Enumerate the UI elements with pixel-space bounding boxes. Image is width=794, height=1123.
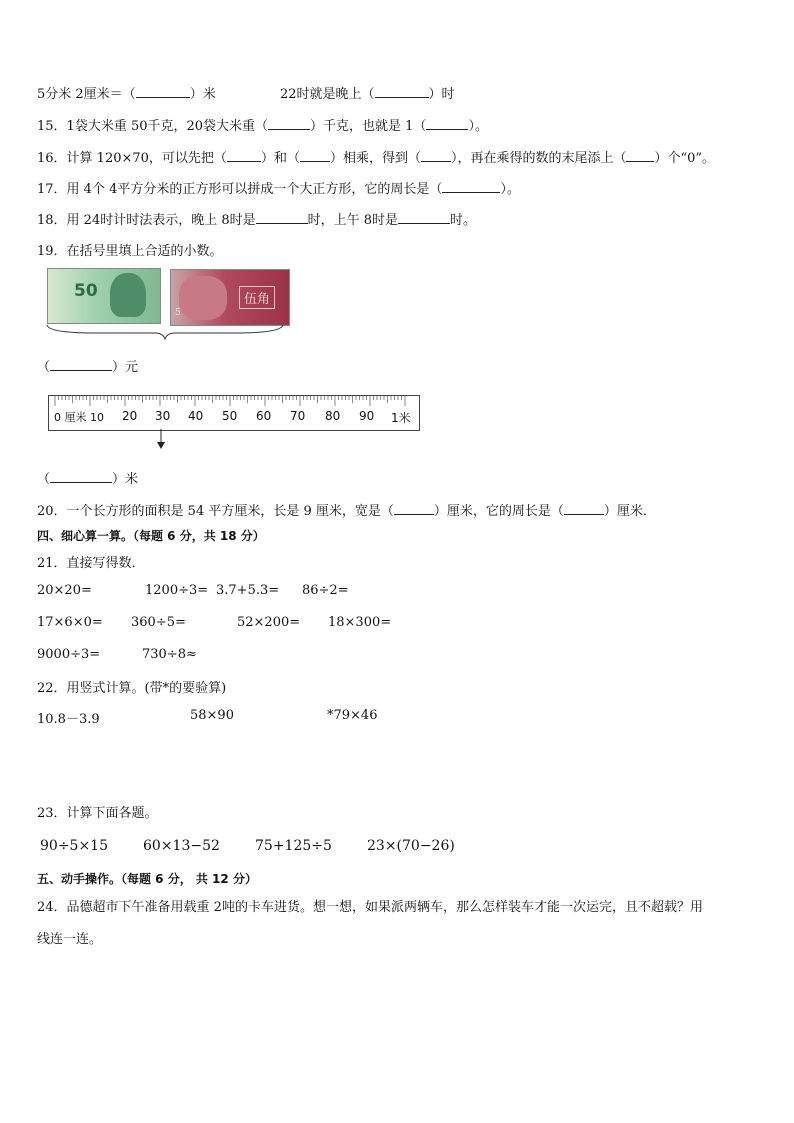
q22-item: 58×90: [190, 708, 234, 723]
answer-blank[interactable]: [398, 213, 450, 224]
answer-blank[interactable]: [300, 151, 330, 162]
question-18: [37, 209, 476, 228]
ruler-label-text: 0 厘米 10: [54, 411, 104, 424]
q22-item: *79×46: [327, 708, 378, 723]
q14b-line: [280, 83, 455, 102]
arrow-down-icon: [155, 429, 167, 451]
q14a-text-end: ）米: [189, 87, 216, 102]
banknote-50-yuan: [47, 268, 161, 324]
answer-blank[interactable]: [375, 87, 429, 98]
q15-text-mid: ）千克，也就是 1（: [310, 119, 427, 134]
answer-blank[interactable]: [50, 472, 112, 483]
paren-open: （: [37, 360, 51, 375]
unit-yuan: ）元: [112, 360, 139, 375]
ruler-label-40: 40: [188, 409, 204, 423]
q15-text: 15．1袋大米重 50千克，20袋大米重（: [37, 119, 269, 134]
section-5-heading: 五、动手操作。（每题 6 分， 共 12 分）: [37, 872, 257, 886]
question-21: 21．直接写得数．: [37, 556, 145, 571]
q15-text-end: ）。: [468, 119, 488, 134]
q19-ruler-answer: [37, 468, 138, 487]
q16-text-c: ）相乘，得到（: [329, 151, 421, 166]
q16-text-e: ）个“0”。: [654, 151, 716, 166]
section-4-heading: 四、细心算一算。（每题 6 分，共 18 分）: [37, 529, 265, 543]
question-24-line2: 线连一连。: [37, 932, 103, 947]
q21-item: 17×6×0=: [37, 615, 103, 630]
paren-open: （: [37, 472, 51, 487]
portrait-icon: [179, 276, 227, 320]
q21-item: 52×200=: [237, 615, 301, 630]
q14a-text: 5分米 2厘米＝（: [37, 87, 136, 102]
answer-blank[interactable]: [256, 213, 308, 224]
q23-item: 60×13−52: [143, 838, 220, 854]
question-17: [37, 178, 520, 197]
banknote-5-value: 5: [175, 308, 181, 318]
q23-item: 75+125÷5: [255, 838, 332, 854]
answer-blank[interactable]: [136, 87, 190, 98]
answer-blank[interactable]: [626, 151, 654, 162]
q21-item: 20×20=: [37, 583, 92, 598]
q16-text-b: ）和（: [260, 151, 300, 166]
q23-item: 90÷5×15: [40, 838, 108, 854]
banknote-5-label: 伍角: [239, 286, 275, 309]
question-16: [37, 147, 715, 166]
q18-text-a: 18．用 24时计时法表示，晚上 8时是: [37, 213, 256, 228]
answer-blank[interactable]: [227, 151, 261, 162]
q19-text: 19．在括号里填上合适的小数。: [37, 244, 223, 259]
q19-money-answer: [37, 356, 138, 375]
q21-item: 86÷2=: [302, 583, 349, 598]
answer-blank[interactable]: [394, 504, 434, 515]
q20-text-a: 20．一个长方形的面积是 54 平方厘米，长是 9 厘米，宽是（: [37, 504, 394, 519]
q21-item: 9000÷3=: [37, 647, 101, 662]
q18-text-b: 时，上午 8时是: [307, 213, 399, 228]
answer-blank[interactable]: [421, 151, 451, 162]
ruler-label-60: 60: [256, 409, 272, 423]
portrait-icon: [110, 273, 146, 317]
answer-blank[interactable]: [564, 504, 604, 515]
ruler-label-20: 20: [122, 409, 138, 423]
unit-mi: ）米: [112, 472, 139, 487]
q20-text-b: ）厘米，它的周长是（: [433, 504, 564, 519]
ruler-label-50: 50: [222, 409, 238, 423]
ruler-label-90: 90: [359, 409, 375, 423]
ruler-label-0: [54, 409, 104, 425]
q21-item: 3.7+5.3=: [216, 583, 280, 598]
question-24-line1: 24．品德超市下午准备用载重 2吨的卡车进货。想一想，如果派两辆车，那么怎样装车才能一次运完，且不超载？用: [37, 900, 703, 915]
q21-item: 1200÷3=: [145, 583, 209, 598]
question-19: [37, 240, 223, 259]
answer-blank[interactable]: [442, 182, 500, 193]
q14-line: [37, 83, 216, 102]
q14b-text: 22时就是晚上（: [280, 87, 375, 102]
ruler-label-30: 30: [155, 409, 171, 423]
q21-item: 360÷5=: [131, 615, 186, 630]
question-22: 22．用竖式计算。(带*的要验算): [37, 681, 227, 696]
ruler-label-1m: 1米: [391, 411, 411, 425]
brace-icon: [45, 322, 290, 342]
answer-blank[interactable]: [268, 119, 310, 130]
answer-blank[interactable]: [50, 360, 112, 371]
question-15: [37, 115, 488, 134]
q23-item: 23×(70−26): [367, 838, 455, 854]
q18-text-c: 时。: [450, 213, 477, 228]
ruler-label-80: 80: [325, 409, 341, 423]
q21-item: 730÷8≈: [142, 647, 197, 662]
q17-text-end: ）。: [500, 182, 520, 197]
q20-text-c: ）厘米．: [603, 504, 656, 519]
question-20: [37, 500, 656, 519]
q16-text-d: ），再在乘得的数的末尾添上（: [450, 151, 627, 166]
q22-item: 10.8－3.9: [37, 712, 100, 727]
q17-text: 17．用 4个 4平方分米的正方形可以拼成一个大正方形，它的周长是（: [37, 182, 443, 197]
q21-item: 18×300=: [328, 615, 392, 630]
q16-text-a: 16．计算 120×70，可以先把（: [37, 151, 227, 166]
banknote-50-value: 50: [74, 281, 98, 301]
banknote-5-jiao: [170, 269, 290, 326]
question-23: 23．计算下面各题。: [37, 806, 158, 821]
q14b-text-end: ）时: [428, 87, 455, 102]
ruler-label-70: 70: [290, 409, 306, 423]
answer-blank[interactable]: [426, 119, 468, 130]
